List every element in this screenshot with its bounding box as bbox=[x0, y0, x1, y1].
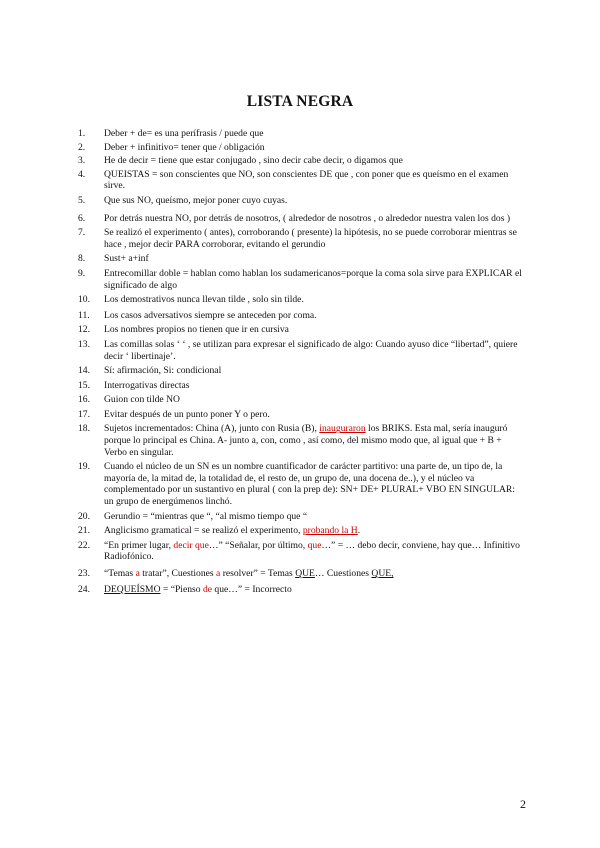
list-item bbox=[78, 128, 523, 140]
list-item-text: Guion con tilde NO bbox=[104, 394, 180, 406]
list-item-number: 20. bbox=[78, 510, 90, 522]
list-item-text: Que sus NO, queísmo, mejor poner cuyo cuyas. bbox=[104, 194, 288, 206]
list-item bbox=[78, 324, 523, 336]
list-item-number: 8. bbox=[78, 253, 86, 265]
list-item-text: tratar”, Cuestiones bbox=[139, 568, 217, 579]
list-item-text: …” = … debo decir, conviene, hay que… Infinitivo Radiofónico. bbox=[104, 539, 520, 563]
list-item bbox=[78, 568, 523, 580]
list-item bbox=[78, 253, 523, 265]
list-item-text: … Cuestiones bbox=[314, 568, 372, 579]
list-item-number: 1. bbox=[78, 128, 86, 139]
list-item-number: 10. bbox=[78, 294, 90, 306]
list-item-text: Evitar después de un punto poner Y o pero. bbox=[104, 408, 270, 420]
list-item-text: los BRIKS. Esta mal, sería inauguró porque lo principal es China. A- junto a, con, como , así como, del mismo modo que, al igual que + B + Verbo en singular. bbox=[104, 423, 508, 458]
page-number: 2 bbox=[520, 797, 526, 811]
list-item-number: 6. bbox=[78, 212, 86, 224]
list-item-text: “Temas bbox=[104, 568, 136, 579]
list-item bbox=[78, 380, 523, 392]
list-item-text: Sust+ a+inf bbox=[104, 253, 149, 265]
rules-list bbox=[78, 128, 523, 595]
list-item bbox=[78, 511, 523, 523]
list-item-text: Los demostrativos nunca llevan tilde , solo sin tilde. bbox=[104, 294, 304, 306]
list-item-text: Deber + de= es una perífrasis / puede que bbox=[104, 128, 264, 139]
highlighted-text: inauguraron bbox=[319, 423, 366, 435]
list-item-number: 3. bbox=[78, 155, 86, 167]
list-item bbox=[78, 365, 523, 377]
list-item bbox=[78, 169, 523, 192]
list-item-text: Sujetos incrementados: China (A), junto con Rusia (B), bbox=[104, 423, 320, 435]
list-item bbox=[78, 310, 523, 322]
list-item-text: …” “Señalar, por último, bbox=[208, 539, 308, 551]
list-item bbox=[78, 409, 523, 421]
highlighted-text: a bbox=[135, 568, 140, 579]
list-item-number: 7. bbox=[78, 227, 86, 239]
list-item bbox=[78, 394, 523, 406]
list-item-text: QUEISTAS = son conscientes que NO, son conscientes DE que , con poner que es queísmo en el examen sirve. bbox=[104, 168, 509, 192]
list-item bbox=[78, 339, 523, 362]
list-item-number: 19. bbox=[78, 461, 90, 473]
list-item bbox=[78, 142, 523, 154]
list-item-number: 21. bbox=[78, 525, 90, 537]
list-item-number: 4. bbox=[78, 168, 86, 180]
list-item bbox=[78, 461, 523, 507]
list-item-number: 2. bbox=[78, 141, 86, 153]
list-item bbox=[78, 195, 523, 207]
list-item-text: Los casos adversativos siempre se anteceden por coma. bbox=[104, 309, 317, 321]
list-item-number: 14. bbox=[78, 365, 90, 377]
list-item-text: Interrogativas directas bbox=[104, 379, 190, 391]
list-item bbox=[78, 227, 523, 250]
list-item-text: Por detrás nuestra NO, por detrás de nosotros, ( alrededor de nosotros , o alrededor nuestra valen los dos ) bbox=[104, 212, 511, 224]
list-item-text: Cuando el núcleo de un SN es un nombre cuantificador de carácter partitivo: una parte de, un tipo de, la mayoría de, la mitad de, la totalidad de, el resto de, un grupo de, una docena de..), y el núcleo va complementado por un sustantivo en plural ( con la prep de): SN+ DE+ PLURAL+ VBO EN SINGULAR: un grupo de energúmenos linchó. bbox=[104, 461, 515, 508]
highlighted-text: decir que bbox=[173, 539, 209, 551]
list-item bbox=[78, 540, 523, 563]
list-item-text: que…” = Incorrecto bbox=[212, 583, 292, 595]
list-item-text: = “Pienso bbox=[160, 583, 203, 595]
list-item-text: Se realizó el experimento ( antes), corroborando ( presente) la hipótesis, no se puede corroborar mientras se hace , mejor decir PARA corroborar, evitando el gerundio bbox=[104, 227, 517, 250]
list-item-number: 15. bbox=[78, 379, 90, 391]
highlighted-text: probando la H bbox=[302, 525, 358, 537]
highlighted-text: a bbox=[216, 568, 221, 579]
highlighted-text: que bbox=[307, 539, 322, 551]
list-item-number: 18. bbox=[78, 423, 90, 435]
list-item-text: Gerundio = “mientras que “, “al mismo tiempo que “ bbox=[104, 510, 308, 522]
list-item-text: He de decir = tiene que estar conjugado , sino decir cabe decir, o digamos que bbox=[104, 155, 403, 167]
list-item-number: 23. bbox=[78, 568, 90, 579]
highlighted-text: DEQUEÍSMO bbox=[104, 583, 161, 595]
list-item-number: 9. bbox=[78, 267, 86, 279]
list-item bbox=[78, 155, 523, 167]
list-item-text: Sí: afirmación, Si: condicional bbox=[104, 365, 222, 377]
list-item-number: 24. bbox=[78, 583, 90, 595]
list-item-number: 12. bbox=[78, 324, 90, 336]
list-item-text: . bbox=[357, 525, 361, 537]
list-item bbox=[78, 584, 523, 596]
list-item bbox=[78, 423, 523, 458]
list-item bbox=[78, 294, 523, 306]
list-item-text: Deber + infinitivo= tener que / obligación bbox=[104, 141, 265, 153]
document-title: LISTA NEGRA bbox=[246, 93, 354, 110]
list-item-number: 16. bbox=[78, 394, 90, 406]
list-item-text: Entrecomillar doble = hablan como hablan los sudamericanos=porque la coma sola sirve para EXPLICAR el significado de algo bbox=[104, 267, 522, 291]
list-item-text: Los nombres propios no tienen que ir en cursiva bbox=[104, 324, 289, 336]
highlighted-text: de bbox=[202, 583, 213, 595]
list-item bbox=[78, 525, 523, 537]
list-item-text: Anglicismo gramatical = se realizó el experimento, bbox=[104, 525, 303, 537]
list-item-text: Las comillas solas ‘ ‘ , se utilizan para expresar el significado de algo: Cuando ayuso dice “libertad”, quiere decir ‘ libertinaje’. bbox=[104, 338, 518, 362]
list-item-number: 5. bbox=[78, 194, 86, 206]
list-item-text: resolver” = Temas bbox=[220, 568, 296, 579]
list-item-number: 22. bbox=[78, 539, 90, 551]
highlighted-text: QUE bbox=[295, 568, 315, 579]
list-item bbox=[78, 268, 523, 291]
list-item-text: “En primer lugar, bbox=[104, 539, 174, 551]
list-item-number: 11. bbox=[78, 309, 90, 321]
list-item-number: 13. bbox=[78, 338, 90, 350]
list-item bbox=[78, 213, 523, 225]
highlighted-text: QUE, bbox=[371, 568, 394, 579]
list-item-number: 17. bbox=[78, 408, 90, 420]
